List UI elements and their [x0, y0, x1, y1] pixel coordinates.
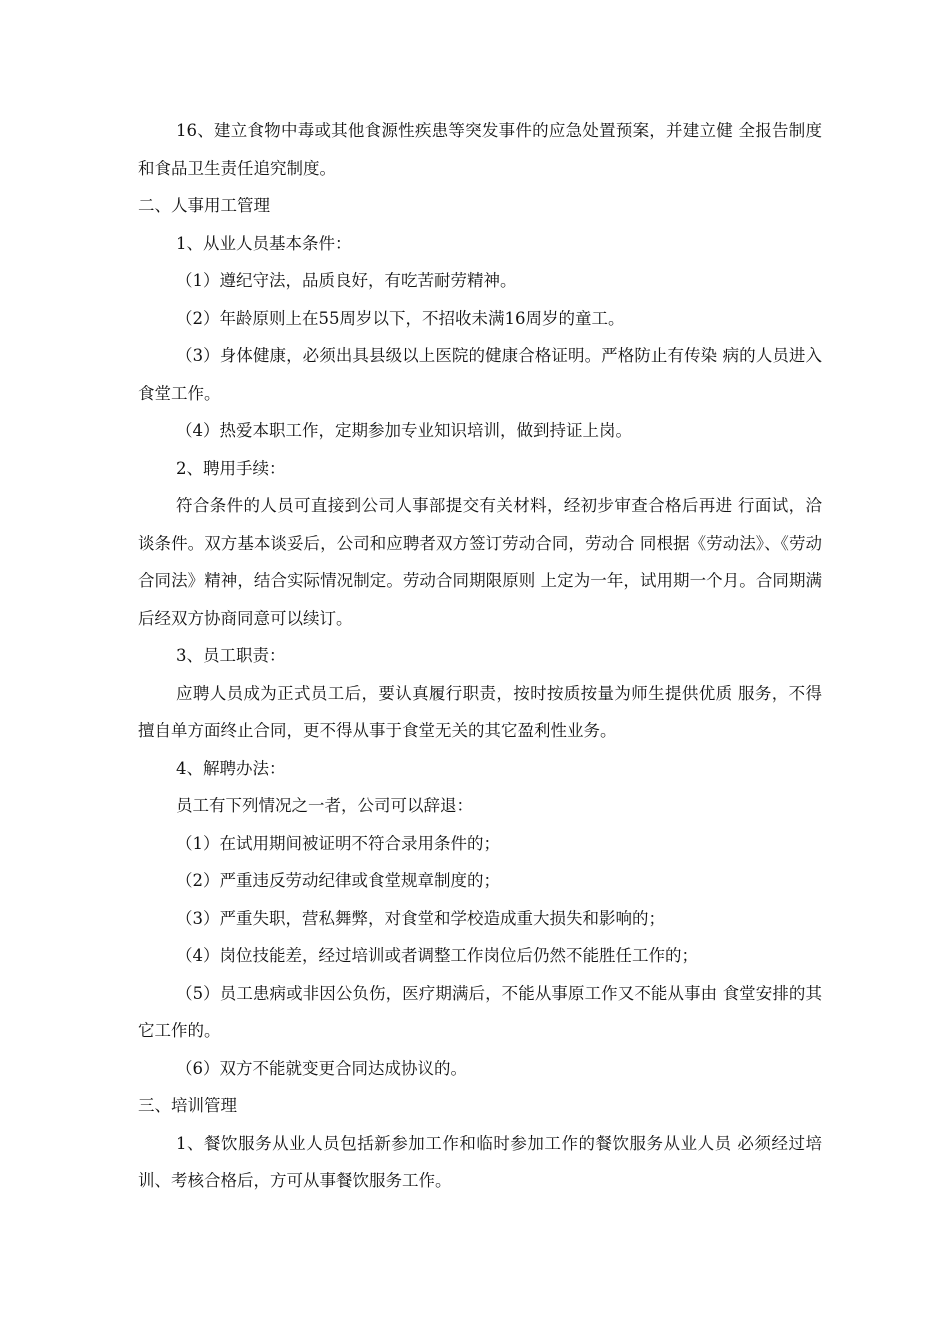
paragraph: 员工有下列情况之一者，公司可以辞退： [176, 796, 473, 815]
paragraph: 应聘人员成为正式员工后，要认真履行职责，按时按质按量为师生提供优质 服务，不得擅自单方面终止合同，更不得从事于食堂无关的其它盈利性业务。 [138, 683, 822, 740]
paragraph: 16、建立食物中毒或其他食源性疾患等突发事件的应急处置预案，并建立健 全报告制度和食品卫生责任追究制度。 [138, 121, 822, 178]
paragraph: 3、员工职责： [176, 646, 286, 665]
list-item: （1）遵纪守法，品质良好，有吃苦耐劳精神。 [176, 271, 517, 290]
paragraph: 符合条件的人员可直接到公司人事部提交有关材料，经初步审查合格后再进 行面试，洽谈条件。双方基本谈妥后，公司和应聘者双方签订劳动合同，劳动合 同根据《劳动法》、《劳动合同法》精神，结合实际情况制定。劳动合同期限原则 上定为一年，试用期一个月。合同期满后经双方协商同意可以续订。 [138, 496, 822, 628]
section-heading: 三、培训管理 [138, 1096, 237, 1115]
list-item: （1）在试用期间被证明不符合录用条件的； [176, 833, 500, 853]
list-item: （3）严重失职，营私舞弊，对食堂和学校造成重大损失和影响的； [176, 908, 665, 928]
paragraph: 4、解聘办法： [176, 758, 286, 778]
list-item: （2）年龄原则上在55周岁以下，不招收未满16周岁的童工。 [176, 308, 625, 328]
document-body [138, 112, 822, 1200]
section-heading: 二、人事用工管理 [138, 196, 270, 215]
list-item: （4）热爱本职工作，定期参加专业知识培训，做到持证上岗。 [176, 421, 632, 440]
list-item: （4）岗位技能差，经过培训或者调整工作岗位后仍然不能胜任工作的； [176, 946, 698, 965]
paragraph: 1、从业人员基本条件： [176, 233, 352, 253]
list-item: （3）身体健康，必须出具县级以上医院的健康合格证明。严格防止有传染 病的人员进入食堂工作。 [138, 346, 822, 403]
paragraph: 2、聘用手续： [176, 458, 286, 478]
list-item: （6）双方不能就变更合同达成协议的。 [176, 1058, 467, 1078]
list-item: （2）严重违反劳动纪律或食堂规章制度的； [176, 871, 500, 890]
list-item: （5）员工患病或非因公负伤，医疗期满后，不能从事原工作又不能从事由 食堂安排的其它工作的。 [138, 983, 822, 1040]
paragraph: 1、餐饮服务从业人员包括新参加工作和临时参加工作的餐饮服务从业人员 必须经过培训、考核合格后，方可从事餐饮服务工作。 [138, 1133, 822, 1190]
